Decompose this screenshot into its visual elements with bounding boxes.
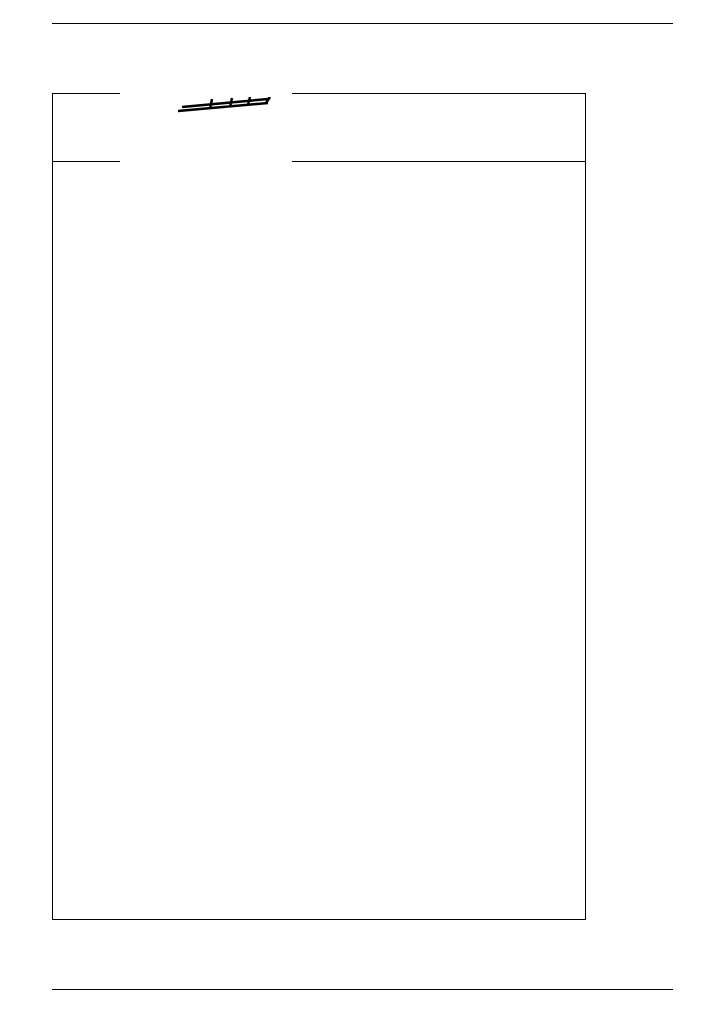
- frame-gap-bottom: [120, 160, 292, 163]
- mpk-logo: [120, 97, 292, 157]
- frame-gap-top: [120, 92, 292, 95]
- top-rule: [52, 23, 673, 24]
- bottom-rule: [52, 989, 673, 990]
- timetable-frame: [52, 93, 586, 920]
